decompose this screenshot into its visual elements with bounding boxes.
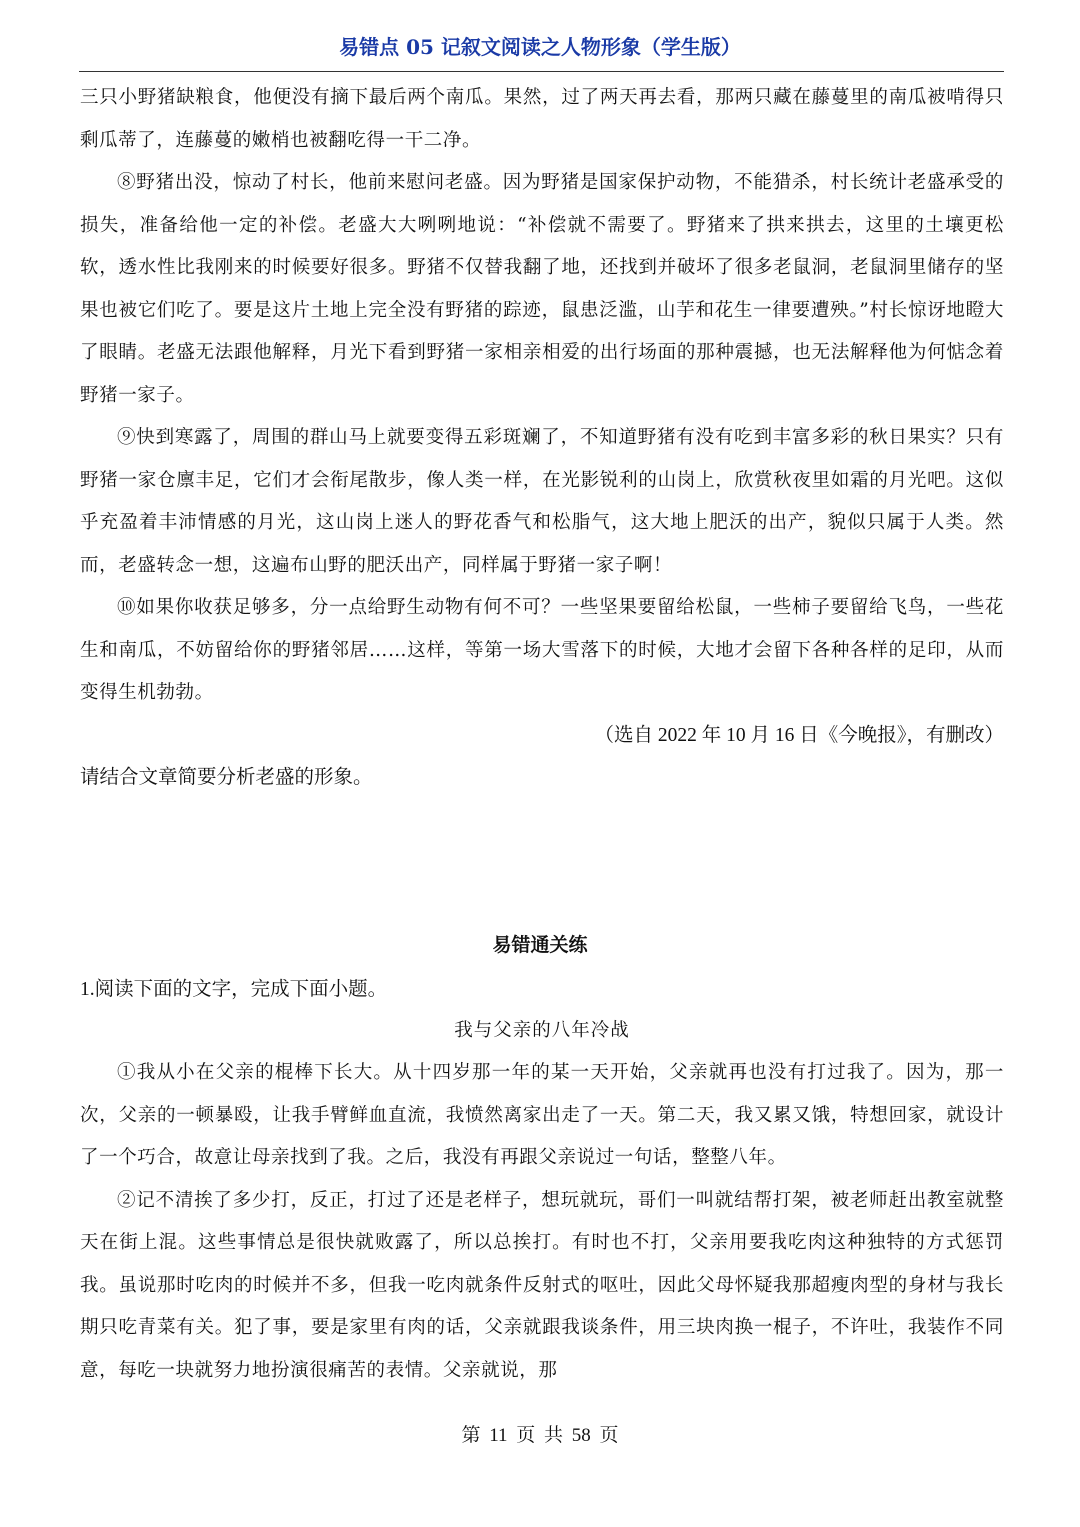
- passage-paragraph-9: ⑨快到寒露了，周围的群山马上就要变得五彩斑斓了，不知道野猪有没有吃到丰富多彩的秋日果实？只有野猪一家仓廪丰足，它们才会衔尾散步，像人类一样，在光影锐利的山岗上，欣赏秋夜里如霜的月光吧。这似乎充盈着丰沛情感的月光，这山岗上迷人的野花香气和松脂气，这大地上肥沃的出产，貌似只属于人类。然而，老盛转念一想，这遍布山野的肥沃出产，同样属于野猪一家子啊！: [80, 427, 1004, 576]
- header-divider: [79, 71, 1004, 72]
- exercise-prompt: 1.阅读下面的文字，完成下面小题。: [80, 979, 388, 1000]
- passage-paragraph-1: 三只小野猪缺粮食，他便没有摘下最后两个南瓜。果然，过了两天再去看，那两只藏在藤蔓里的南瓜被啃得只剩瓜蒂了，连藤蔓的嫩梢也被翻吃得一干二净。: [80, 87, 1004, 151]
- passage-paragraph-8: ⑧野猪出没，惊动了村长，他前来慰问老盛。因为野猪是国家保护动物，不能猎杀，村长统计老盛承受的损失，准备给他一定的补偿。老盛大大咧咧地说：“补偿就不需要了。野猪来了拱来拱去，这里的土壤更松软，透水性比我刚来的时候要好很多。野猪不仅替我翻了地，还找到并破坏了很多老鼠洞，老鼠洞里储存的坚果也被它们吃了。要是这片土地上完全没有野猪的踪迹，鼠患泛滥，山芋和花生一律要遭殃。”村长惊讶地瞪大了眼睛。老盛无法跟他解释，月光下看到野猪一家相亲相爱的出行场面的那种震撼，也无法解释他为何惦念着野猪一家子。: [80, 172, 1004, 406]
- story-paragraph-2: ②记不清挨了多少打，反正，打过了还是老样子，想玩就玩，哥们一叫就结帮打架，被老师赶出教室就整天在街上混。这些事情总是很快就败露了，所以总挨打。有时也不打，父亲用要我吃肉这种独特的方式惩罚我。虽说那时吃肉的时候并不多，但我一吃肉就条件反射式的呕吐，因此父母怀疑我那超瘦肉型的身材与我长期只吃青菜有关。犯了事，要是家里有肉的话，父亲就跟我谈条件，用三块肉换一棍子，不许吐，我装作不同意，每吃一块就努力地扮演很痛苦的表情。父亲就说，那: [80, 1189, 1004, 1381]
- passage-1: [80, 77, 1004, 799]
- exercise-1: [80, 970, 1004, 1392]
- passage-paragraph-10: ⑩如果你收获足够多，分一点给野生动物有何不可？一些坚果要留给松鼠，一些柿子要留给飞鸟，一些花生和南瓜，不妨留给你的野猪邻居……这样，等第一场大雪落下的时候，大地才会留下各种各样的足印，从而变得生机勃勃。: [80, 597, 1004, 703]
- passage-question: 请结合文章简要分析老盛的形象。: [80, 766, 373, 788]
- story-title: 我与父亲的八年冷战: [454, 1020, 630, 1041]
- passage-source: （选自 2022 年 10 月 16 日《今晚报》，有删改）: [594, 724, 1004, 746]
- page-header-title: 易错点 05 记叙文阅读之人物形象（学生版）: [339, 35, 741, 59]
- story-paragraph-1: ①我从小在父亲的棍棒下长大。从十四岁那一年的某一天开始，父亲就再也没有打过我了。因为，那一次，父亲的一顿暴殴，让我手臂鲜血直流，我愤然离家出走了一天。第二天，我又累又饿，特想回家，就设计了一个巧合，故意让母亲找到了我。之后，我没有再跟父亲说过一句话，整整八年。: [80, 1062, 1004, 1168]
- section-heading: 易错通关练: [492, 934, 588, 956]
- page-footer: 第 11 页 共 58 页: [461, 1425, 619, 1446]
